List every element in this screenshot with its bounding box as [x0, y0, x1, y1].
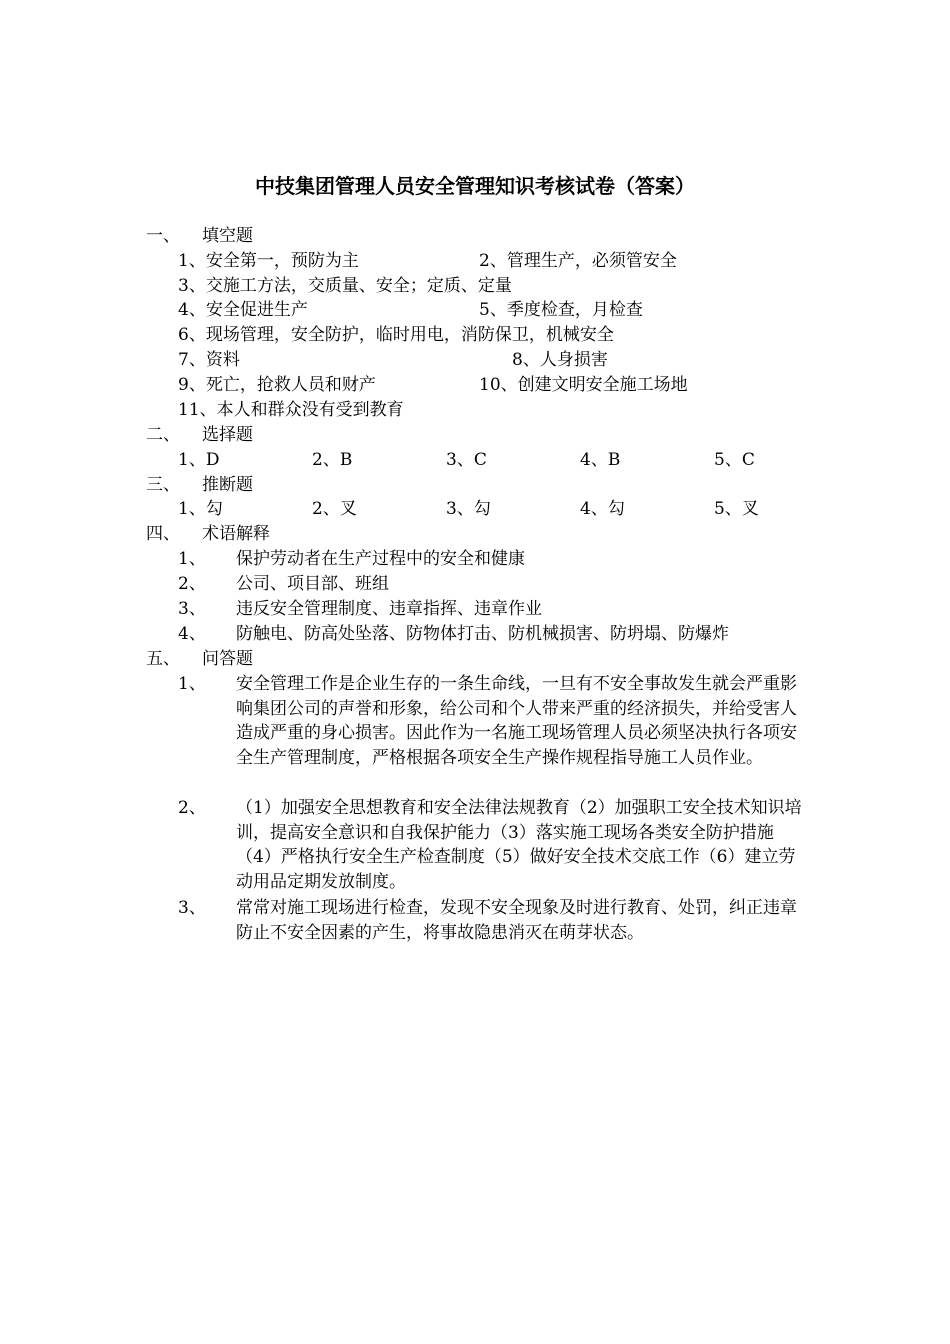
judge-answer: 4、勾 [580, 499, 625, 519]
section-number-1: 一、 [146, 226, 180, 246]
term-number: 3、 [178, 599, 206, 619]
fill-answer-7: 7、资料 [178, 350, 240, 370]
section-number-3: 三、 [146, 475, 180, 495]
section-number-4: 四、 [146, 524, 180, 544]
choice-answer: 1、D [178, 450, 220, 470]
fill-answer-5: 5、季度检查，月检查 [479, 300, 643, 320]
term-answer: 保护劳动者在生产过程中的安全和健康 [236, 549, 525, 569]
section-title-terms: 术语解释 [202, 524, 270, 544]
fill-answer-4: 4、安全促进生产 [178, 300, 308, 320]
term-answer: 公司、项目部、班组 [236, 574, 389, 594]
term-number: 4、 [178, 624, 206, 644]
judge-answer: 2、叉 [312, 499, 357, 519]
fill-answer-1: 1、安全第一，预防为主 [178, 251, 359, 271]
term-answer: 防触电、防高处坠落、防物体打击、防机械损害、防坍塌、防爆炸 [236, 624, 729, 644]
fill-answer-3: 3、交施工方法，交质量、安全；定质、定量 [178, 276, 512, 296]
term-number: 2、 [178, 574, 206, 594]
judge-answer: 5、叉 [714, 499, 759, 519]
fill-answer-10: 10、创建文明安全施工场地 [479, 375, 688, 395]
fill-answer-11: 11、本人和群众没有受到教育 [178, 400, 404, 420]
section-title-choice: 选择题 [202, 425, 253, 445]
choice-answer: 2、B [312, 450, 353, 470]
section-title-qa: 问答题 [202, 649, 253, 669]
term-answer: 违反安全管理制度、违章指挥、违章作业 [236, 599, 542, 619]
fill-answer-9: 9、死亡，抢救人员和财产 [178, 375, 376, 395]
document-title: 中技集团管理人员安全管理知识考核试卷（答案） [255, 174, 695, 198]
judge-answer: 3、勾 [446, 499, 491, 519]
fill-answer-2: 2、管理生产，必须管安全 [479, 251, 677, 271]
fill-answer-8: 8、人身损害 [512, 350, 608, 370]
section-number-5: 五、 [146, 649, 180, 669]
qa-number: 1、 [178, 674, 206, 694]
qa-number: 2、 [178, 798, 206, 818]
section-title-fill-in: 填空题 [202, 226, 253, 246]
qa-answer: 安全管理工作是企业生存的一条生命线，一旦有不安全事故发生就会严重影响集团公司的声誉和形象，给公司和个人带来严重的经济损失，并给受害人造成严重的身心损害。因此作为一名施工现场管理人员必须坚决执行各项安全生产管理制度，严格根据各项安全生产操作规程指导施工人员作业。 [236, 674, 797, 768]
judge-answer: 1、勾 [178, 499, 223, 519]
choice-answer: 4、B [580, 450, 621, 470]
section-title-judgement: 推断题 [202, 475, 253, 495]
fill-answer-6: 6、现场管理，安全防护，临时用电，消防保卫，机械安全 [178, 325, 614, 345]
term-number: 1、 [178, 549, 206, 569]
section-number-2: 二、 [146, 425, 180, 445]
choice-answer: 3、C [446, 450, 487, 470]
choice-answer: 5、C [714, 450, 755, 470]
qa-answer: 常常对施工现场进行检查，发现不安全现象及时进行教育、处罚，纠正违章防止不安全因素的产生，将事故隐患消灭在萌芽状态。 [236, 898, 797, 943]
qa-number: 3、 [178, 898, 206, 918]
qa-answer: （1）加强安全思想教育和安全法律法规教育（2）加强职工安全技术知识培训，提高安全意识和自我保护能力（3）落实施工现场各类安全防护措施（4）严格执行安全生产检查制度（5）做好安全技术交底工作（6）建立劳动用品定期发放制度。 [236, 798, 802, 892]
